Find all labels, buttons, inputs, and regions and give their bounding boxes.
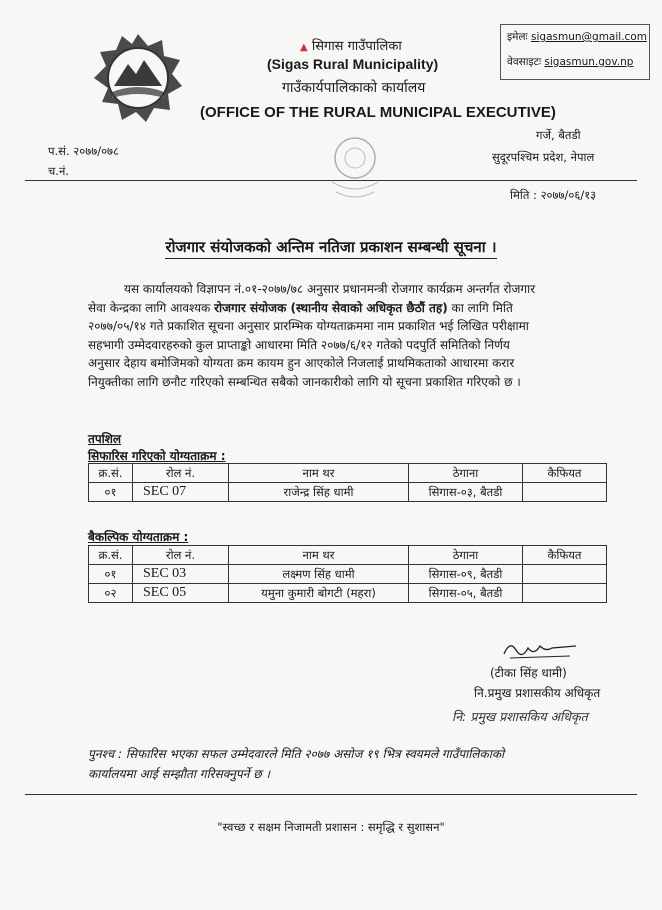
alternate-label: बैकल्पिक योग्यताक्रम : (88, 530, 189, 544)
office-name-en: (OFFICE OF THE RURAL MUNICIPAL EXECUTIVE) (200, 104, 556, 121)
signatory-stamp: नि: प्रमुख प्रशासकिय अधिकृत (452, 709, 588, 724)
postscript-line: पुनश्च : सिफारिस भएका सफल उम्मेदवारले मिति २०७७ असोज १९ भित्र स्वयमले गाउँपालिकाको (88, 747, 505, 761)
cell-serial: ०१ (89, 565, 133, 584)
office-stamp (322, 132, 388, 204)
cell-roll: SEC 05 (133, 584, 229, 603)
col-address: ठेगाना (409, 464, 523, 483)
col-name: नाम थर (229, 464, 409, 483)
body-line: नियुक्तीका लागि छनौट गरिएको सम्बन्धित सबैको जानकारीको लागि यो सूचना प्रकाशित गरिएको छ । (88, 374, 521, 389)
body-line (88, 299, 636, 318)
col-remarks: कैफियत (523, 464, 607, 483)
col-serial: क्र.सं. (89, 546, 133, 565)
office-name-np: गाउँकार्यपालिकाको कार्यालय (282, 80, 426, 96)
cell-roll: SEC 03 (133, 565, 229, 584)
body-line: सहभागी उम्मेदवारहरुको कुल प्राप्ताङ्को आधारमा मिति २०७७/६/१२ गतेको पदपुर्ति समितिको निर्णय (88, 337, 510, 352)
footer-divider (25, 794, 637, 795)
municipality-name-np (300, 36, 402, 54)
website-row (507, 55, 633, 69)
details-label: तपशिल (88, 432, 122, 446)
table-header-row (89, 546, 607, 565)
table-row (89, 565, 607, 584)
col-name: नाम थर (229, 546, 409, 565)
cell-name: राजेन्द्र सिंह धामी (229, 483, 409, 502)
alternate-table (88, 545, 607, 603)
signatory-post: नि.प्रमुख प्रशासकीय अधिकृत (474, 686, 601, 700)
notice-body (88, 280, 636, 391)
signature (500, 636, 580, 662)
body-line: अनुसार देहाय बमोजिमको योग्यता क्रम कायम हुन आएकोले निजलाई प्राथमिकताको आधारमा करार (88, 356, 515, 370)
cell-address: सिगास-०५, बैतडी (409, 584, 523, 603)
address-line-2: सुदूरपश्चिम प्रदेश, नेपाल (492, 150, 595, 164)
contact-box (500, 24, 650, 80)
post-title: रोजगार संयोजक (स्थानीय सेवाको अधिकृत छैठौं तह) (214, 300, 448, 315)
cell-name: यमुना कुमारी बोगटी (महरा) (229, 584, 409, 603)
municipality-logo (88, 28, 188, 128)
cell-serial: ०२ (89, 584, 133, 603)
recommended-table (88, 463, 607, 502)
cell-address: सिगास-०९, बैतडी (409, 565, 523, 584)
municipality-name-en: (Sigas Rural Municipality) (267, 56, 439, 72)
cell-roll: SEC 07 (133, 483, 229, 502)
cell-remarks (523, 584, 607, 603)
website-link[interactable]: sigasmun.gov.np (544, 56, 634, 68)
cell-remarks (523, 483, 607, 502)
col-address: ठेगाना (409, 546, 523, 565)
recommended-label: सिफारिस गरिएको योग्यताक्रम : (88, 449, 226, 463)
signatory-name: (टीका सिंह धामी) (490, 666, 567, 680)
name-np-text: सिगास गाउँपालिका (311, 39, 402, 54)
body-line: यस कार्यालयको विज्ञापन नं.०१-२०७७/७८ अनुसार प्रधानमन्त्री रोजगार कार्यक्रम अन्तर्गत रोजगार (124, 282, 536, 296)
header-divider (25, 180, 637, 181)
body-text: का लागि मिति (451, 300, 513, 315)
dispatch-number: च.नं. (48, 164, 69, 178)
col-serial: क्र.सं. (89, 464, 133, 483)
reference-number: प.सं. २०७७/०७८ (48, 144, 120, 158)
notice-title-text: रोजगार संयोजकको अन्तिम नतिजा प्रकाशन सम्बन्धी सूचना । (165, 238, 496, 259)
cell-name: लक्ष्मण सिंह धामी (229, 565, 409, 584)
email-label: इमेलः (507, 31, 528, 43)
notice-date: मिति : २०७७/०६/१३ (510, 188, 597, 202)
footer-slogan: "स्वच्छ र सक्षम निजामती प्रशासन : समृद्धि र सुशासन" (217, 820, 445, 834)
address-line-1: गर्जे, बैतडी (536, 128, 581, 142)
table-row (89, 584, 607, 603)
cell-address: सिगास-०३, बैतडी (409, 483, 523, 502)
email-link[interactable]: sigasmun@gmail.com (531, 31, 647, 43)
cell-serial: ०१ (89, 483, 133, 502)
table-header-row (89, 464, 607, 483)
body-text: सेवा केन्द्रका लागि आवश्यक (88, 300, 211, 315)
postscript-line: कार्यालयमा आई सम्झौता गरिसक्नुपर्ने छ । (88, 767, 270, 781)
table-row (89, 483, 607, 502)
email-row (507, 30, 647, 44)
website-label: वेवसाइटः (507, 56, 542, 68)
col-roll: रोल नं. (133, 464, 229, 483)
col-remarks: कैफियत (523, 546, 607, 565)
flag-icon: ▲ (300, 42, 308, 53)
body-line: २०७७/०५/१४ गते प्रकाशित सूचना अनुसार प्रारम्भिक योग्यताक्रममा नाम प्रकाशित भई लिखित परीक्षामा (88, 319, 529, 333)
postscript (88, 744, 636, 784)
col-roll: रोल नं. (133, 546, 229, 565)
notice-title (0, 237, 662, 257)
cell-remarks (523, 565, 607, 584)
